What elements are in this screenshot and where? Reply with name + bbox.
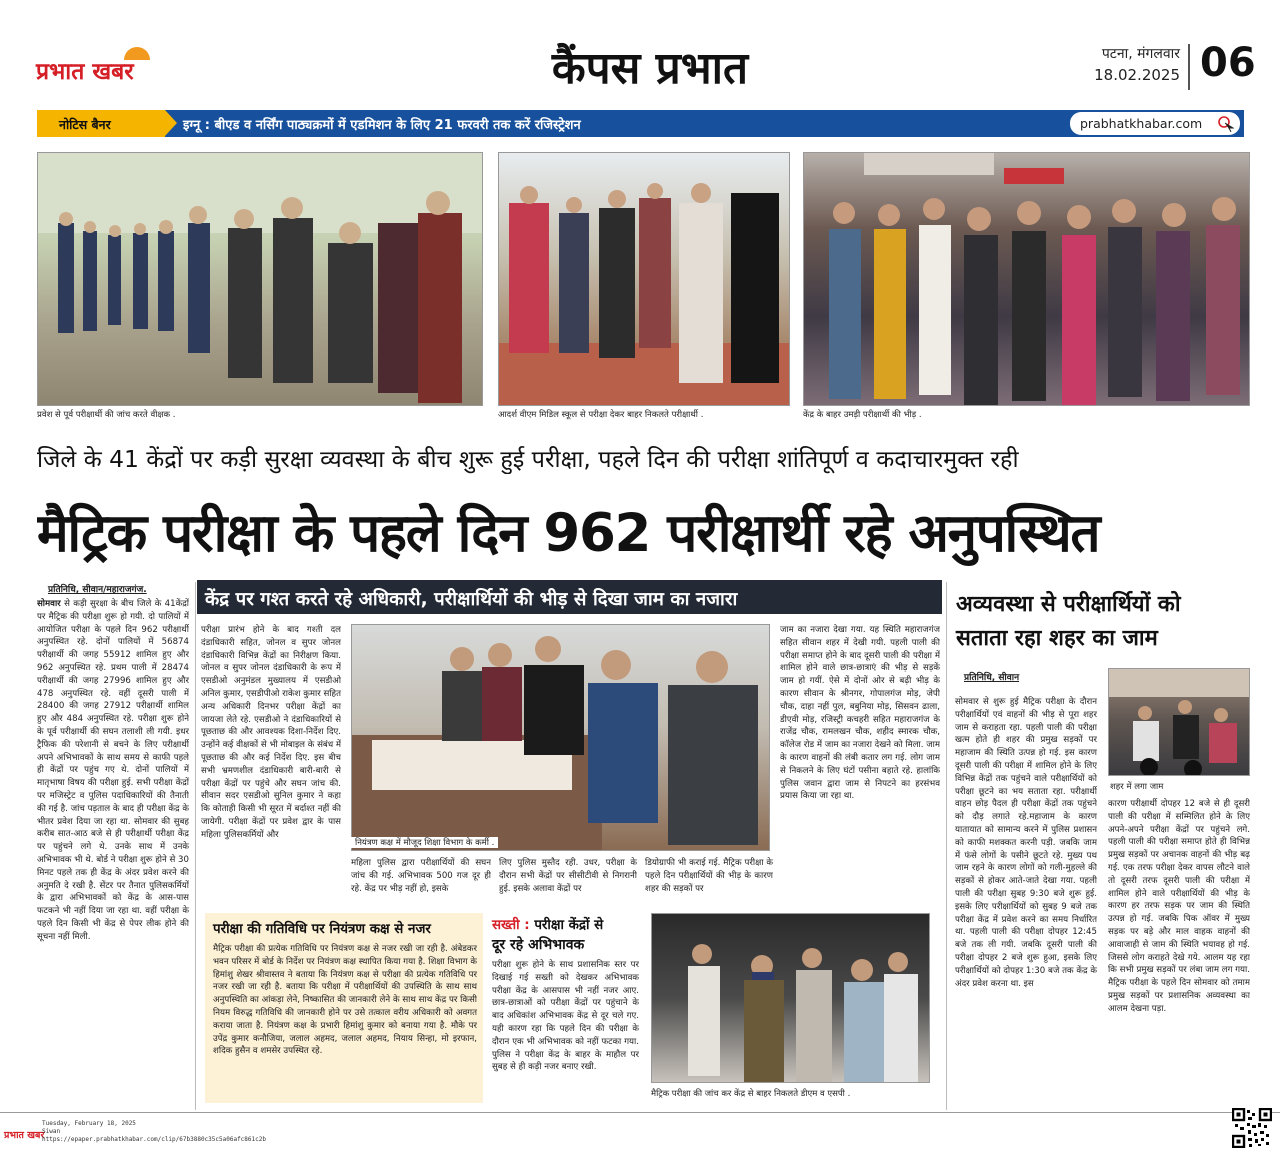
qr-code-icon[interactable] [1232, 1108, 1272, 1148]
footer-date: Tuesday, February 18, 2025 [42, 1120, 136, 1127]
photo-caption-1: प्रवेश से पूर्व परीक्षार्थी की जांच करते वीक्षक . [37, 410, 176, 420]
city-jam-image [1109, 669, 1250, 776]
photo-control-room [351, 624, 770, 851]
control-room-box [205, 913, 483, 1103]
photo-crowd-outside [803, 152, 1250, 406]
issue-date: 18.02.2025 [1094, 66, 1180, 84]
photo-dm-sp [651, 913, 930, 1083]
city-day: पटना, मंगलवार [1101, 46, 1180, 62]
footer-logo: प्रभात खबर [4, 1130, 45, 1141]
strict-box [492, 913, 639, 1103]
photo-caption-5: शहर में लगा जाम [1110, 782, 1164, 792]
footer-edition: Siwan [42, 1128, 61, 1135]
photo-caption-4: नियंत्रण कक्ष में मौजूद शिक्षा विभाग के कर्मी . [351, 837, 498, 848]
col-divider-1 [195, 582, 196, 1110]
prabhat-khabar-logo[interactable] [36, 50, 196, 94]
dm-sp-image [652, 914, 930, 1083]
jam-text-a: सोमवार से शुरू हुई मैट्रिक परीक्षा के दौरान परीक्षार्थियों एवं वाहनों की भीड़ से पूरा शहर जाम से कराहता रहा. पहली पाली की परीक्षा खत्म होते ही शहर की प्रमुख सड़कों पर महाजाम की स्थिति उत्पन्न हो गई. इस कारण दूसरी पाली की परीक्षा में शामिल होने के लिए विभिन्न केंद्रों तक पहुंचने वाले परीक्षार्थियों को परीक्षा छूटने का भय सताता रहा. परीक्षार्थी वाहन छोड़ पैदल ही परीक्षा केंद्रों तक पहुंचने को दौड़ लगाते रहे.महाजाम के कारण यातायात को सामान्य करने में पुलिस प्रशासन को काफी मशक्कत करनी पड़ी. जबकि जाम में फंसे लोगों के पसीने छूटते रहे. मुख्य पथ जाम रहने के कारण लोगों को गली-मुहल्ले की सड़कों से होकर आते-जाते देखा गया. पहली पाली की परीक्षा सुबह 9:30 बजे शुरू हुई. इसके लिए परीक्षार्थियों को सुबह 9 बजे तक परीक्षा केंद्र में प्रवेश करने का समय निर्धारित था. पहली पाली की परीक्षा दोपहर 12:45 बजे तक ली गयी. जबकि दूसरी पाली की परीक्षा दोपहर 2 बजे शुरू हुआ, इसके लिए परीक्षार्थियों को दोपहर 1:30 बजे तक केंद्र के अंदर प्रवेश करना था. इस [955, 697, 1097, 989]
lead-word: सोमवार [37, 599, 61, 609]
photo-students-exit [498, 152, 790, 406]
main-story-text: से कड़ी सुरक्षा के बीच जिले के 41केंद्रों पर मैट्रिक की परीक्षा शुरू हो गयी. दो पालियों में आयोजित परीक्षा के पहले दिन 962 परीक्षार्थी अनुपस्थित रहे. दोनों पालियों में 56874 परीक्षार्थी की जगह 55912 शामिल हुए और 962 अनुपस्थित रहे. प्रथम पाली में 28474 परीक्षार्थी की जगह 27996 शामिल हुए और 478 अनुपस्थित रहे. वहीं दूसरी पाली में 28400 की जगह 27912 परीक्षार्थी शामिल हुए और 484 अनुपस्थित रहे. परीक्षा शुरू होने के पूर्व परीक्षार्थी की सघन तलाशी ली गयी. इधर ट्रैफिक की परेशानी से बचने के लिए परीक्षार्थी अपने अभिभावकों के साथ समय से काफी पहले ही केंद्रों पर पहुंच गए थे. दोनों पालियों में मातृभाषा विषय की परीक्षा हुई. सभी परीक्षा केंद्रों पर मजिस्ट्रेट व पुलिस पदाधिकारियों की तैनाती की गई है. जांच पड़ताल के बाद ही परीक्षा केंद्र के भीतर प्रवेश दिया जा रहा था. सोमवार की सुबह करीब सात-आठ बजे से ही परीक्षार्थी परीक्षा केंद्र पर पहुंचने लगे थे. उनके साथ में उनके अभिभावक भी थे. बोर्ड ने परीक्षा शुरू होने से 30 मिनट पहले तक ही केंद्र के अंदर प्रवेश करने की अनुमति दे रखी है. सेंटर पर तैनात पुलिसकर्मियों के द्वारा अभिभावकों को केंद्र के आस-पास फटकने भी नहीं दिया जा रहा था. वहीं परीक्षा के पहले दिन किसी भी केंद्र से पेपर लीक होने की सूचना नहीं मिली. [37, 599, 189, 942]
main-byline: प्रतिनिधि, सीवान/महाराजगंज. [48, 585, 147, 595]
officers-col-b [351, 857, 491, 899]
strict-title-b: दूर रहे अभिभावक [492, 937, 585, 953]
footer-url[interactable]: https://epaper.prabhatkhabar.com/clip/67b3880c35c5a06afc861c2b [42, 1136, 266, 1143]
jam-text-b: कारण परीक्षार्थी दोपहर 12 बजे से ही दूसरी पाली की परीक्षा में सम्मिलित होने के लिए अपने-अपने परीक्षा केंद्रों पर पहुंचने लगे. पहली पाली की परीक्षा समाप्त होते ही विभिन्न प्रमुख सड़कों पर अचानक वाहनों की भीड़ बढ़ गई. एक तरफ परीक्षा देकर वापस लौटने वाले तो दूसरी तरफ दूसरी पाली की परीक्षा में शामिल होने वाले परीक्षार्थियों की भीड़ के कारण हर तरफ सड़क पर जाम की स्थिति उत्पन्न हो गई. जबकि पिक ऑवर में मुख्य सड़क पर बड़े और माल वाहक वाहनों की आवाजाही से जाम की स्थिति भयावह हो गई. जिससे लोग कराहते देखे गये. आलम यह रहा कि सभी प्रमुख सड़कों पर लंबा जाम लग गया. मैट्रिक परीक्षा के पहले दिन सोमवार को तमाम प्रमुख सड़कों पर प्रशासनिक अव्यवस्था का आलम देखना पड़ा. [1108, 799, 1250, 1014]
notice-text: इग्नू : बीएड व नर्सिंग पाठ्यक्रमों में एडमिशन के लिए 21 फरवरी तक करें रजिस्ट्रेशन [183, 118, 581, 133]
website-link[interactable]: prabhatkhabar.com [1080, 116, 1203, 131]
section-title: कैंपस प्रभात [551, 43, 749, 94]
page-divider [1188, 44, 1190, 90]
jam-col-a [955, 696, 1097, 1106]
officers-text-d: डियोग्राफी भी कराई गई. मैट्रिक परीक्षा के पहले दिन परीक्षार्थियों की भीड़ के कारण शहर की सड़कों पर [645, 858, 773, 894]
cursor-icon [1218, 116, 1234, 132]
headline-main: मैट्रिक परीक्षा के पहले दिन 962 परीक्षार्थी रहे अनुपस्थित [37, 503, 1100, 564]
photo-queue-check [37, 152, 483, 406]
officers-col-a [201, 624, 341, 894]
students-exit-image [499, 153, 790, 406]
col-divider-2 [946, 582, 947, 1110]
jam-headline-a: अव्यवस्था से परीक्षार्थियों को [956, 592, 1181, 617]
notice-arrow [165, 110, 177, 136]
photo-caption-2: आदर्श वीएम मिडिल स्कूल से परीक्षा देकर बाहर निकलते परीक्षार्थी . [498, 410, 704, 420]
main-story-col [37, 598, 189, 1108]
strict-title-line1 [492, 915, 603, 933]
queue-image [38, 153, 483, 406]
strict-label: सख्ती : [492, 918, 530, 933]
control-room-text-wrap [213, 943, 477, 1099]
strict-text-wrap [492, 959, 639, 1103]
notice-label: नोटिस बैनर [37, 110, 165, 137]
officers-col-c [499, 857, 637, 899]
officers-col-d [645, 857, 773, 899]
officers-text-e: जाम का नजारा देखा गया. यह स्थिति महाराजगंज सहित सीवान शहर में देखी गयी. पहली पाली की परीक्षा समाप्त होने के बाद दूसरी पाली की परीक्षा में शामिल होने वाले छात्र-छात्राएं की भीड़ से सड़कें जाम हो गयीं. ऐसे में दोनों ओर से बढ़ी भीड़ के कारण सीवान के श्रीनगर, गोपालगंज मोड़, जेपी चौक, दाहा नहीं पुल, बबुनिया मोड़, सिसवन ढाला, डीएवी मोड़, रजिस्ट्री कचहरी सहित महाराजगंज के राजेंद्र चौक, रामलखन चौक, शहीद स्मारक चौक, कॉलेज रोड में जाम का नजारा देखने को मिला. जाम के कारण वाहनों की लंबी कतार लग गई. लोग जाम से निकलने के लिए घंटों पसीना बहाते रहे. हालांकि पुलिस जवान द्वारा जाम से निपटने का हरसंभव प्रयास किया जा रहा था. [780, 625, 940, 802]
notice-banner [37, 110, 1244, 137]
photo-caption-6: मैट्रिक परीक्षा की जांच कर केंद्र से बाहर निकलते डीएम व एसपी . [651, 1089, 851, 1099]
jam-col-b [1108, 798, 1250, 1106]
strict-title-a: परीक्षा केंद्रों से [534, 918, 604, 933]
logo-text: प्रभात खबर [36, 59, 134, 85]
page-number: 06 [1200, 40, 1256, 86]
officers-text-b: महिला पुलिस द्वारा परीक्षार्थियों की सघन जांच की गई. अभिभावक 500 गज दूर ही रहे. केंद्र पर भीड़ नहीं हो, इसके [351, 858, 491, 894]
photo-caption-3: केंद्र के बाहर उमड़ी परीक्षार्थी की भीड़ . [803, 410, 922, 420]
masthead [0, 0, 1280, 104]
crowd-image [804, 153, 1250, 406]
control-room-text: मैट्रिक परीक्षा की प्रत्येक गतिविधि पर नियंत्रण कक्ष से नजर रखी जा रही है. अंबेडकर भवन परिसर में बोर्ड के निर्देश पर नियंत्रण कक्ष स्थापित किया गया है. शिक्षा विभाग के हिमांशु शेखर श्रीवास्तव ने बताया कि नियंत्रण कक्ष से परीक्षा की प्रत्येक गतिविधि पर नजर रखी जा रही है. बताया कि परीक्षा में परीक्षार्थियों की उपस्थिति के साथ साथ अनुपस्थिति का आंकड़ा लेने, निष्कासित की जानकारी लेने के साथ साथ केंद्र पर किसी नियम विरुद्ध गतिविधि की जानकारी होने पर उसे तत्काल वरीय अधिकारी को अवगत कराया जाता है. नियंत्रण कक्ष के प्रभारी हिमांशु कुमार को बनाया गया है. मौके पर उपेंद्र कुमार कनौजिया, जलाल अहमद, जलाल अहमद, नियाय सिन्हा, मो इरफान, शदिक हुसैन व शमसेर उपस्थित रहे. [213, 944, 477, 1057]
officers-col-e [780, 624, 940, 902]
officers-headline-bar [197, 580, 942, 614]
officers-text-c: लिए पुलिस मुस्तैद रही. उधर, परीक्षा के दौरान सभी केंद्रों पर सीसीटीवी से निगरानी हुई. इसके अलावा केंद्रों पर [499, 858, 637, 894]
jam-headline-b: सताता रहा शहर का जाम [956, 626, 1158, 651]
strict-text: परीक्षा शुरू होने के साथ प्रशासनिक स्तर पर दिखाई गई सख्ती को देखकर अभिभावक परीक्षा केंद्र के आसपास भी नहीं नजर आए. छात्र-छात्राओं को परीक्षा केंद्रों पर पहुंचाने के बाद अधिकांश अभिभावक केंद्र से दूर चले गए. यही कारण रहा कि पहले दिन की परीक्षा के दौरान एक भी अभिभावक को नहीं फटका गया. पुलिस ने परीक्षा केंद्र के बाहर के माहौल पर सुबह से ही कड़ी नजर बनाए रखी. [492, 960, 639, 1073]
footer-rule [0, 1112, 1280, 1113]
control-room-title: परीक्षा की गतिविधि पर नियंत्रण कक्ष से नजर [213, 922, 431, 937]
website-box[interactable] [1070, 112, 1240, 135]
jam-byline: प्रतिनिधि, सीवान [964, 673, 1020, 683]
photo-city-jam [1108, 668, 1250, 776]
officers-text-a: परीक्षा प्रारंभ होने के बाद गश्ती दल दंडाधिकारी सहित, जोनल व सुपर जोनल दंडाधिकारी विभिन्न केंद्रों का निरीक्षण किया. जोनल व सुपर जोनल दंडाधिकारी के रूप में एसडीओ अनुमंडल मुख्यालय में एसडीओ अनिल कुमार, एसडीपीओ राकेश कुमार सहित अन्य अधिकारी दिनभर परीक्षा केंद्रों का जायजा लेते रहे. एसडीओ ने दंडाधिकारियों से पूछताछ की और आवश्यक दिशा-निर्देश दिए. उन्होंने कई वीक्षकों से भी मोबाइल के संबंध में पूछताछ की और कई निर्देश दिए. इस बीच सभी भ्रमणशील दंडाधिकारी बारी-बारी से परीक्षा केंद्रों पर पहुंचे और सघन जांच की. सीवान सदर एसडीओ सुनिल कुमार ने कहा कि कोताही किसी भी सूरत में बर्दाश्त नहीं की जायेगी. परीक्षा केंद्रों पर प्रवेश द्वार के पास महिला पुलिसकर्मियों और [201, 625, 341, 840]
headline-kicker: जिले के 41 केंद्रों पर कड़ी सुरक्षा व्यवस्था के बीच शुरू हुई परीक्षा, पहले दिन की परीक्षा शांतिपूर्ण व कदाचारमुक्त रही [37, 445, 1019, 473]
officers-headline: केंद्र पर गश्त करते रहे अधिकारी, परीक्षार्थियों की भीड़ से दिखा जाम का नजारा [205, 589, 738, 610]
control-room-image [352, 625, 770, 851]
